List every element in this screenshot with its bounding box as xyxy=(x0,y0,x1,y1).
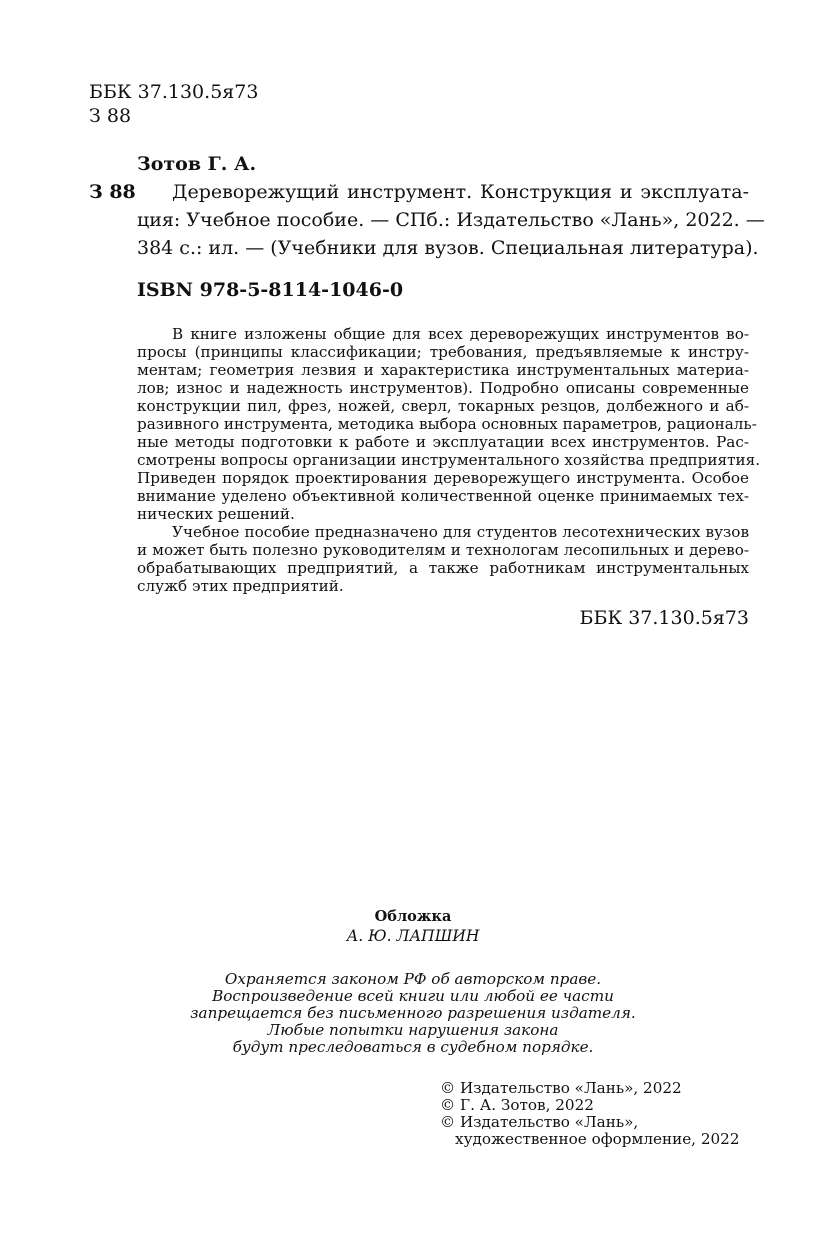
annotation-line-9: Приведен порядок проектирования дереворежущего инструмента. Особое xyxy=(137,469,749,487)
bbk-code-top: ББК 37.130.5я73 xyxy=(89,81,259,103)
annotation-line-4: лов; износ и надежность инструментов). Подробно описаны современные xyxy=(137,379,749,397)
annotation-line-2: просы (принципы классификации; требования, предъявляемые к инстру- xyxy=(137,343,749,361)
catalog-author: Зотов Г. А. xyxy=(137,153,257,175)
copyright-line-1: © Издательство «Лань», 2022 xyxy=(440,1079,682,1097)
annotation-line-5: конструкции пил, фрез, ножей, сверл, токарных резцов, долбежного и аб- xyxy=(137,397,749,415)
annotation-line-15: служб этих предприятий. xyxy=(137,577,344,595)
annotation-line-13: и может быть полезно руководителям и технологам лесопильных и дерево- xyxy=(137,541,749,559)
annotation-line-10: внимание уделено объективной количественной оценке принимаемых тех- xyxy=(137,487,749,505)
annotation-line-7: ные методы подготовки к работе и эксплуатации всех инструментов. Рас- xyxy=(137,433,749,451)
catalog-line-1: Дереворежущий инструмент. Конструкция и эксплуата- xyxy=(172,181,749,203)
annotation-line-8: смотрены вопросы организации инструментального хозяйства предприятия. xyxy=(137,451,761,469)
rights-line-1: Охраняется законом РФ об авторском праве. xyxy=(224,970,602,988)
copyright-line-4: художественное оформление, 2022 xyxy=(455,1130,740,1148)
cover-label: Обложка xyxy=(374,908,452,925)
annotation-line-1: В книге изложены общие для всех дереворежущих инструментов во- xyxy=(172,325,749,343)
rights-line-3: запрещается без письменного разрешения издателя. xyxy=(190,1004,636,1022)
catalog-author-mark: З 88 xyxy=(89,181,136,203)
annotation-line-12: Учебное пособие предназначено для студентов лесотехнических вузов xyxy=(172,523,749,541)
annotation-line-3: ментам; геометрия лезвия и характеристика инструментальных материа- xyxy=(137,361,749,379)
author-mark-top: З 88 xyxy=(89,105,132,127)
cover-designer: А. Ю. ЛАПШИН xyxy=(346,927,480,945)
copyright-line-2: © Г. А. Зотов, 2022 xyxy=(440,1096,594,1114)
rights-line-5: будут преследоваться в судебном порядке. xyxy=(232,1038,594,1056)
copyright-line-3: © Издательство «Лань», xyxy=(440,1113,639,1131)
rights-line-2: Воспроизведение всей книги или любой ее части xyxy=(212,987,614,1005)
catalog-isbn: ISBN 978-5-8114-1046-0 xyxy=(137,279,404,301)
annotation-line-6: разивного инструмента, методика выбора основных параметров, рациональ- xyxy=(137,415,757,433)
annotation-line-11: нических решений. xyxy=(137,505,295,523)
catalog-line-3: 384 с.: ил. — (Учебники для вузов. Специальная литература). xyxy=(137,237,759,259)
catalog-line-2: ция: Учебное пособие. — СПб.: Издательство «Лань», 2022. — xyxy=(137,209,765,231)
bbk-code-bottom: ББК 37.130.5я73 xyxy=(579,607,749,629)
annotation-line-14: обрабатывающих предприятий, а также работникам инструментальных xyxy=(137,559,749,577)
rights-line-4: Любые попытки нарушения закона xyxy=(267,1021,559,1039)
